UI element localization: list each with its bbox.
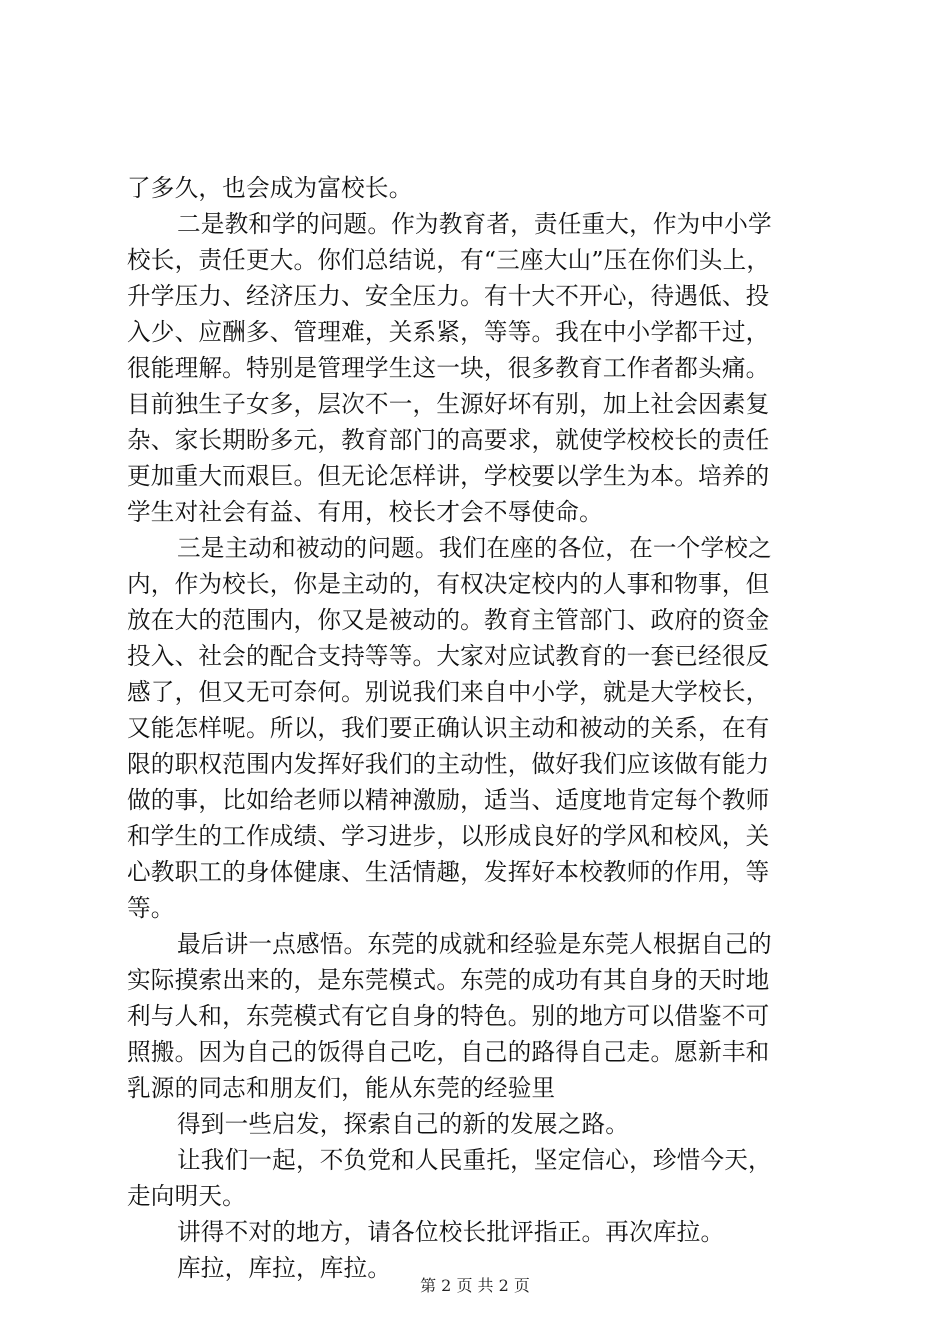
text-line: 讲得不对的地方，请各位校长批评指正。再次库拉。 <box>177 1218 725 1246</box>
text-line: 得到一些启发，探索自己的新的发展之路。 <box>177 1110 630 1138</box>
text-line: 照搬。因为自己的饭得自己吃，自己的路得自己走。愿新丰和 <box>127 1038 770 1066</box>
text-line: 了多久，也会成为富校长。 <box>127 174 413 202</box>
text-line: 限的职权范围内发挥好我们的主动性，做好我们应该做有能力 <box>127 750 770 778</box>
text-line: 实际摸索出来的，是东莞模式。东莞的成功有其自身的天时地 <box>127 966 770 994</box>
text-line: 二是教和学的问题。作为教育者，责任重大，作为中小学 <box>177 210 772 238</box>
text-line: 很能理解。特别是管理学生这一块，很多教育工作者都头痛。 <box>127 354 770 382</box>
text-line: 又能怎样呢。所以，我们要正确认识主动和被动的关系，在有 <box>127 714 770 742</box>
text-line: 最后讲一点感悟。东莞的成就和经验是东莞人根据自己的 <box>177 930 772 958</box>
text-line: 校长，责任更大。你们总结说，有“三座大山”压在你们头上， <box>127 246 771 274</box>
text-line: 三是主动和被动的问题。我们在座的各位，在一个学校之 <box>177 534 772 562</box>
text-line: 乳源的同志和朋友们，能从东莞的经验里 <box>127 1074 556 1102</box>
text-line: 学生对社会有益、有用，校长才会不辱使命。 <box>127 498 603 526</box>
text-line: 让我们一起，不负党和人民重托，坚定信心，珍惜今天， <box>177 1146 772 1174</box>
text-line: 升学压力、经济压力、安全压力。有十大不开心，待遇低、投 <box>127 282 770 310</box>
text-line: 和学生的工作成绩、学习进步，以形成良好的学风和校风，关 <box>127 822 770 850</box>
document-body <box>127 170 837 1286</box>
text-line: 更加重大而艰巨。但无论怎样讲，学校要以学生为本。培养的 <box>127 462 770 490</box>
text-line: 等。 <box>127 894 175 922</box>
text-line: 库拉，库拉，库拉。 <box>177 1254 392 1282</box>
page-number-label: 第 2 页 共 2 页 <box>420 1276 530 1295</box>
text-line: 内，作为校长，你是主动的，有权决定校内的人事和物事，但 <box>127 570 770 598</box>
text-line: 放在大的范围内，你又是被动的。教育主管部门、政府的资金 <box>127 606 770 634</box>
text-line: 感了，但又无可奈何。别说我们来自中小学，就是大学校长， <box>127 678 770 706</box>
text-line: 利与人和，东莞模式有它自身的特色。别的地方可以借鉴不可 <box>127 1002 770 1030</box>
text-line: 投入、社会的配合支持等等。大家对应试教育的一套已经很反 <box>127 642 770 670</box>
text-line: 杂、家长期盼多元，教育部门的高要求，就使学校校长的责任 <box>127 426 770 454</box>
text-line: 心教职工的身体健康、生活情趣，发挥好本校教师的作用，等 <box>127 858 770 886</box>
page-footer <box>0 1276 950 1296</box>
text-line: 目前独生子女多，层次不一，生源好坏有别，加上社会因素复 <box>127 390 770 418</box>
text-line: 走向明天。 <box>127 1182 246 1210</box>
text-line: 入少、应酬多、管理难，关系紧，等等。我在中小学都干过， <box>127 318 770 346</box>
text-line: 做的事，比如给老师以精神激励，适当、适度地肯定每个教师 <box>127 786 770 814</box>
